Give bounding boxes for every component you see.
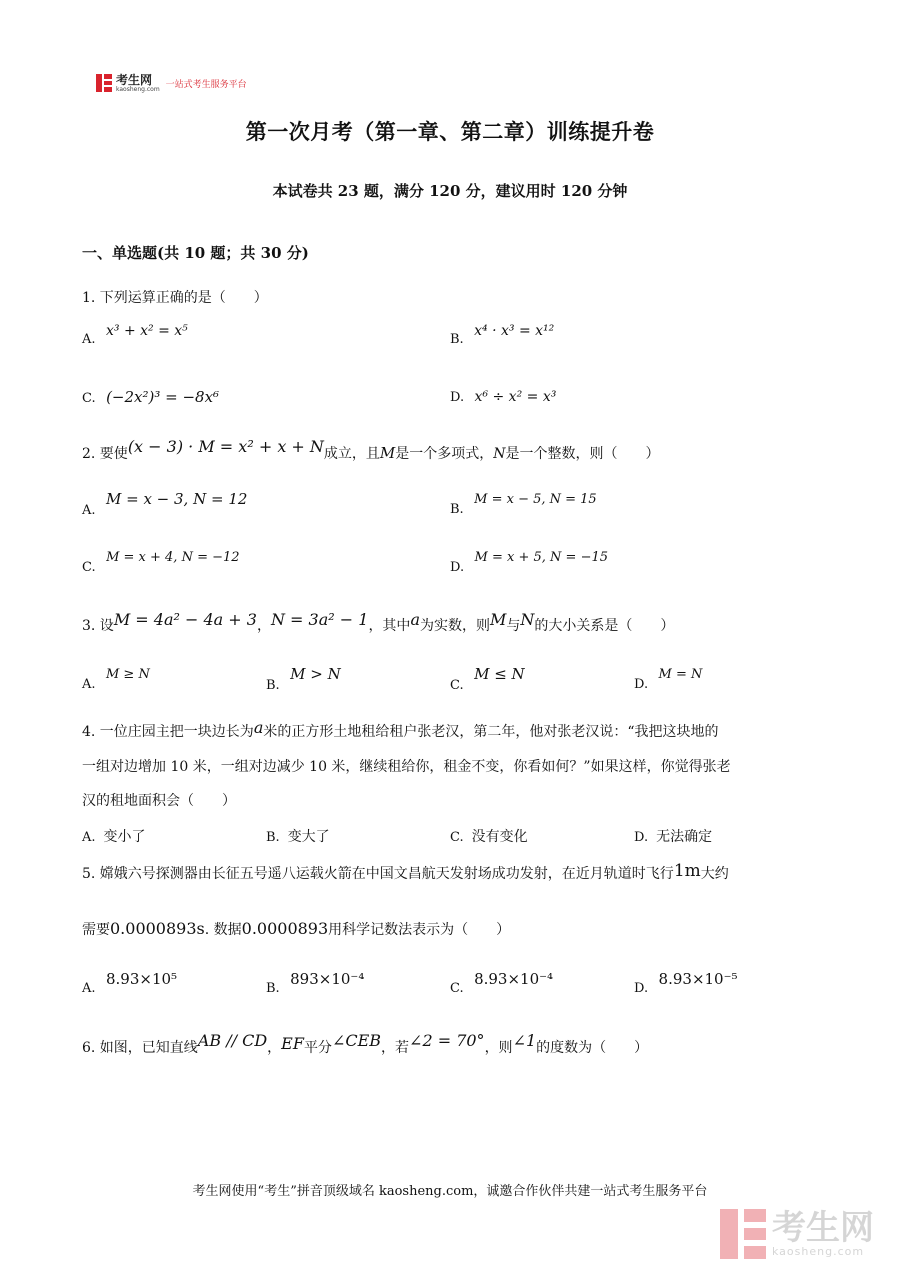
kaosheng-watermark-icon [720, 1209, 766, 1259]
watermark-domain: kaosheng.com [772, 1244, 865, 1258]
watermark-name: 考生网 [772, 1207, 874, 1248]
question-5-line-1: 5. 嫦娥六号探测器由长征五号遥八运载火箭在中国文昌航天发射场成功发射，在近月轨道时飞行1m大约 [82, 861, 729, 882]
q2-option-a: A. M = x − 3, N = 12 [82, 490, 248, 518]
watermark [720, 1209, 874, 1259]
logo-name: 考生网 [116, 72, 153, 87]
q3-option-d: D. M = N [634, 667, 703, 692]
question-4-line-1: 4. 一位庄园主把一块边长为a米的正方形土地租给租户张老汉，第二年，他对张老汉说：“我把这块地的 [82, 718, 719, 740]
question-1-stem: 1. 下列运算正确的是（ ） [82, 290, 268, 306]
q1-option-c: C. (−2x²)³ = −8x⁶ [82, 388, 220, 406]
section-heading: 一、单选题(共 10 题；共 30 分) [82, 244, 309, 262]
logo-domain: kaosheng.com [116, 85, 160, 93]
q5-option-b: B. 893×10⁻⁴ [266, 970, 365, 996]
q2-option-d: D. M = x + 5, N = −15 [450, 550, 609, 575]
q5-option-c: C. 8.93×10⁻⁴ [450, 970, 554, 996]
question-4-line-2: 一组对边增加 10 米，一组对边减少 10 米，继续租给你，租金不变，你看如何？”如果这样，你觉得张老 [82, 759, 731, 775]
q3-option-b: B. M > N [266, 665, 341, 693]
question-6-stem: 6. 如图，已知直线AB // CD，EF平分∠CEB，若∠2 = 70°，则∠1的度数为（ ） [82, 1031, 649, 1056]
q5-option-d: D. 8.93×10⁻⁵ [634, 970, 738, 996]
kaosheng-logo-icon [96, 74, 112, 92]
exam-info: 本试卷共 23 题，满分 120 分，建议用时 120 分钟 [272, 182, 628, 200]
q4-option-c: C. 没有变化 [450, 829, 528, 845]
q3-option-a: A. M ≥ N [82, 667, 150, 692]
header-logo [96, 72, 247, 94]
q2-option-b: B. M = x − 5, N = 15 [450, 492, 597, 517]
q1-option-b: B. x⁴ · x³ = x¹² [450, 323, 555, 347]
q1-option-a: A. x³ + x² = x⁵ [82, 323, 188, 347]
q3-option-c: C. M ≤ N [450, 665, 525, 693]
q4-option-a: A. 变小了 [82, 829, 146, 845]
q1-option-d: D. x⁶ ÷ x² = x³ [450, 389, 557, 405]
question-2-stem: 2. 要使(x − 3) · M = x² + x + N成立，且M是一个多项式，N是一个整数，则（ ） [82, 437, 660, 462]
q5-option-a: A. 8.93×10⁵ [82, 970, 178, 996]
q4-option-b: B. 变大了 [266, 829, 330, 845]
question-4-line-3: 汉的租地面积会（ ） [82, 793, 236, 809]
page-title: 第一次月考（第一章、第二章）训练提升卷 [245, 119, 655, 144]
footer-text: 考生网使用“考生”拼音顶级域名 kaosheng.com，诚邀合作伙伴共建一站式考生服务平台 [192, 1184, 708, 1199]
question-3-stem: 3. 设M = 4a² − 4a + 3，N = 3a² − 1，其中a为实数，则M与N的大小关系是（ ） [82, 610, 675, 634]
q4-option-d: D. 无法确定 [634, 829, 713, 845]
q2-option-c: C. M = x + 4, N = −12 [82, 550, 240, 575]
question-5-line-2: 需要0.0000893s. 数据0.0000893用科学记数法表示为（ ） [82, 919, 511, 938]
logo-slogan: 一站式考生服务平台 [165, 79, 247, 90]
